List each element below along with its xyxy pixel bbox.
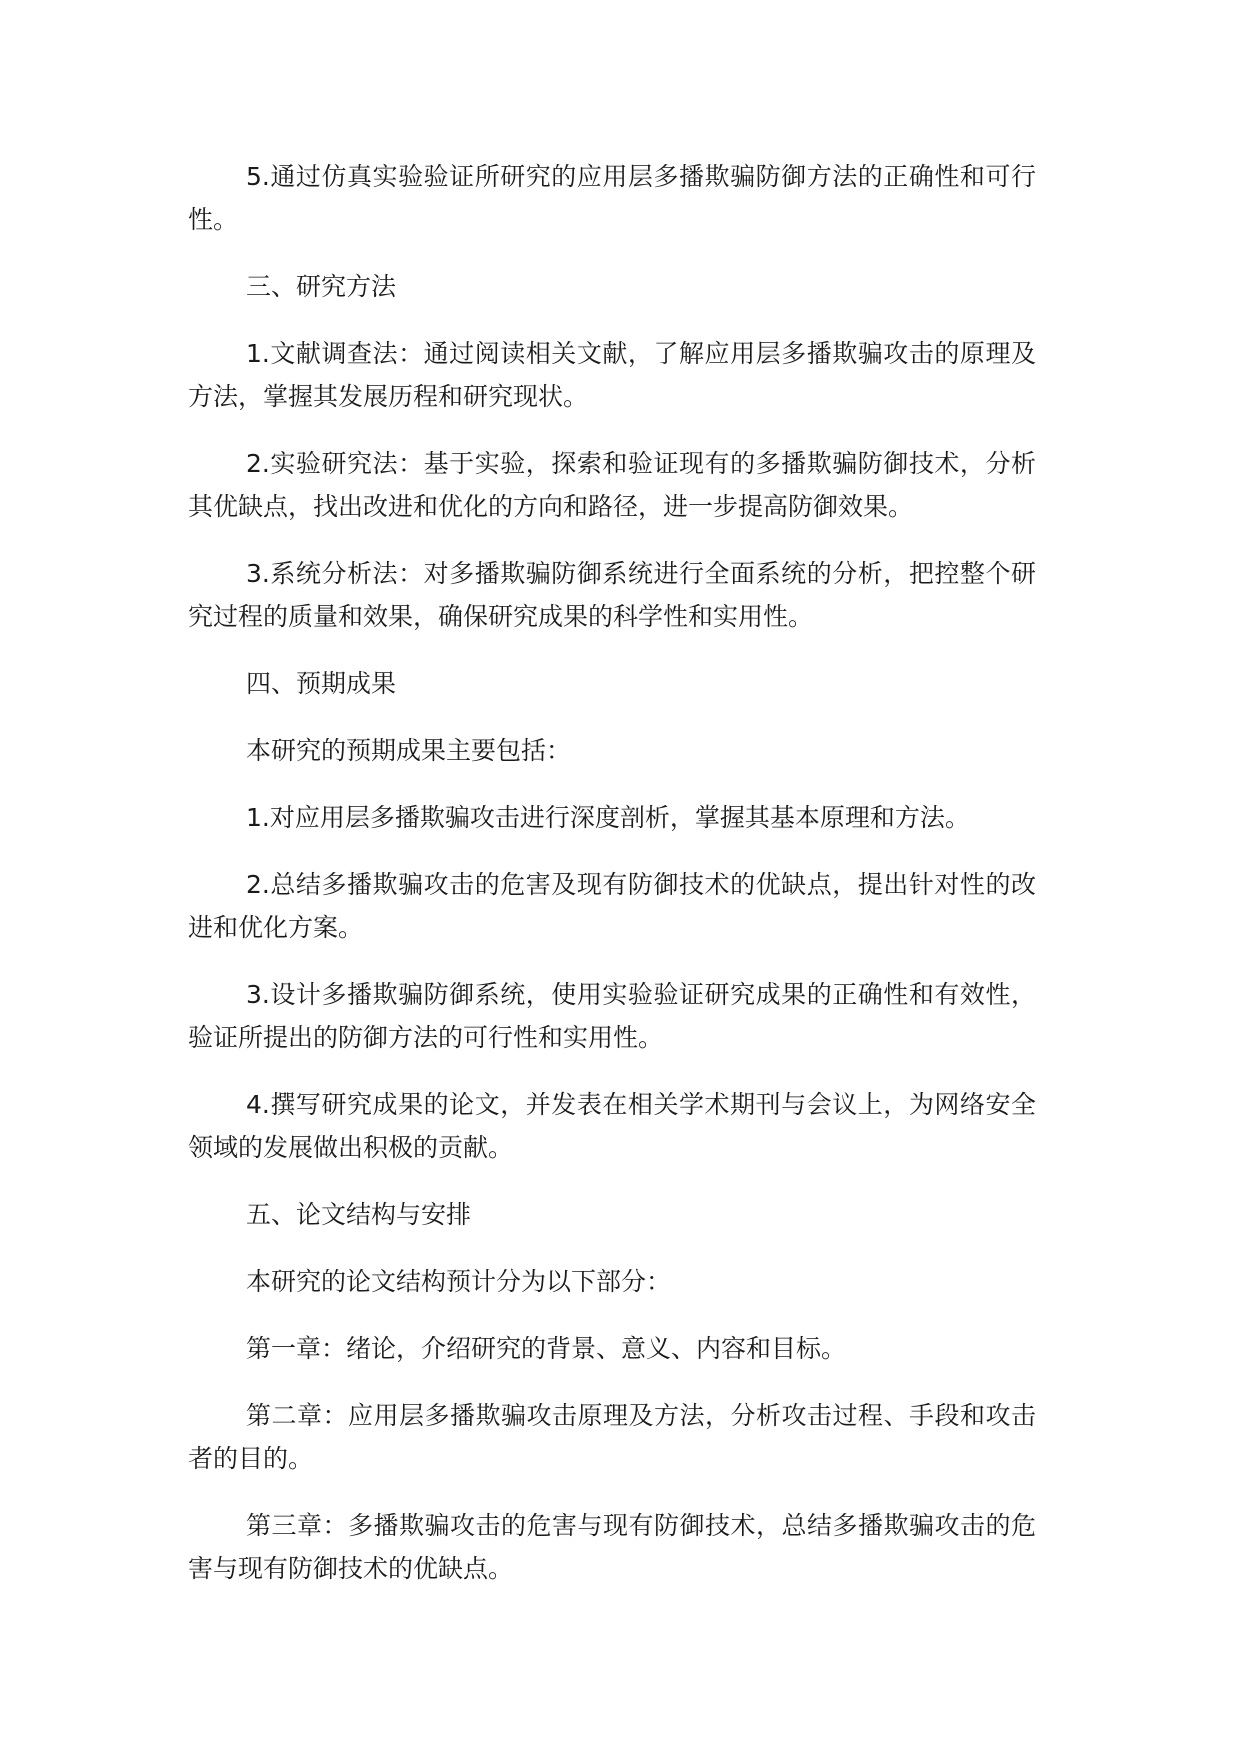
outcomes-intro: 本研究的预期成果主要包括： [246,736,572,765]
paragraph-item-5: 5.通过仿真实验验证所研究的应用层多播欺骗防御方法的正确性和可行性。 [188,162,1036,234]
section-heading-outcomes: 四、预期成果 [246,669,397,698]
method-literature: 1.文献调查法：通过阅读相关文献，了解应用层多播欺骗攻击的原理及方法，掌握其发展历程和研究现状。 [188,339,1036,411]
outcome-item-3: 3.设计多播欺骗防御系统，使用实验验证研究成果的正确性和有效性，验证所提出的防御方法的可行性和实用性。 [188,980,1036,1052]
outcome-item-1: 1.对应用层多播欺骗攻击进行深度剖析，掌握其基本原理和方法。 [246,803,970,832]
chapter-3: 第三章：多播欺骗攻击的危害与现有防御技术，总结多播欺骗攻击的危害与现有防御技术的优缺点。 [188,1511,1036,1583]
section-heading-methods: 三、研究方法 [246,272,397,301]
method-experiment: 2.实验研究法：基于实验，探索和验证现有的多播欺骗防御技术，分析其优缺点，找出改进和优化的方向和路径，进一步提高防御效果。 [188,449,1036,521]
structure-intro: 本研究的论文结构预计分为以下部分： [246,1267,672,1296]
document-body [188,155,1036,1614]
outcome-item-2: 2.总结多播欺骗攻击的危害及现有防御技术的优缺点，提出针对性的改进和优化方案。 [188,870,1036,942]
outcome-item-4: 4.撰写研究成果的论文，并发表在相关学术期刊与会议上，为网络安全领域的发展做出积极的贡献。 [188,1090,1036,1162]
method-system-analysis: 3.系统分析法：对多播欺骗防御系统进行全面系统的分析，把控整个研究过程的质量和效果，确保研究成果的科学性和实用性。 [188,559,1036,631]
chapter-1: 第一章：绪论，介绍研究的背景、意义、内容和目标。 [246,1334,847,1363]
section-heading-structure: 五、论文结构与安排 [246,1200,472,1229]
chapter-2: 第二章：应用层多播欺骗攻击原理及方法，分析攻击过程、手段和攻击者的目的。 [188,1401,1036,1473]
